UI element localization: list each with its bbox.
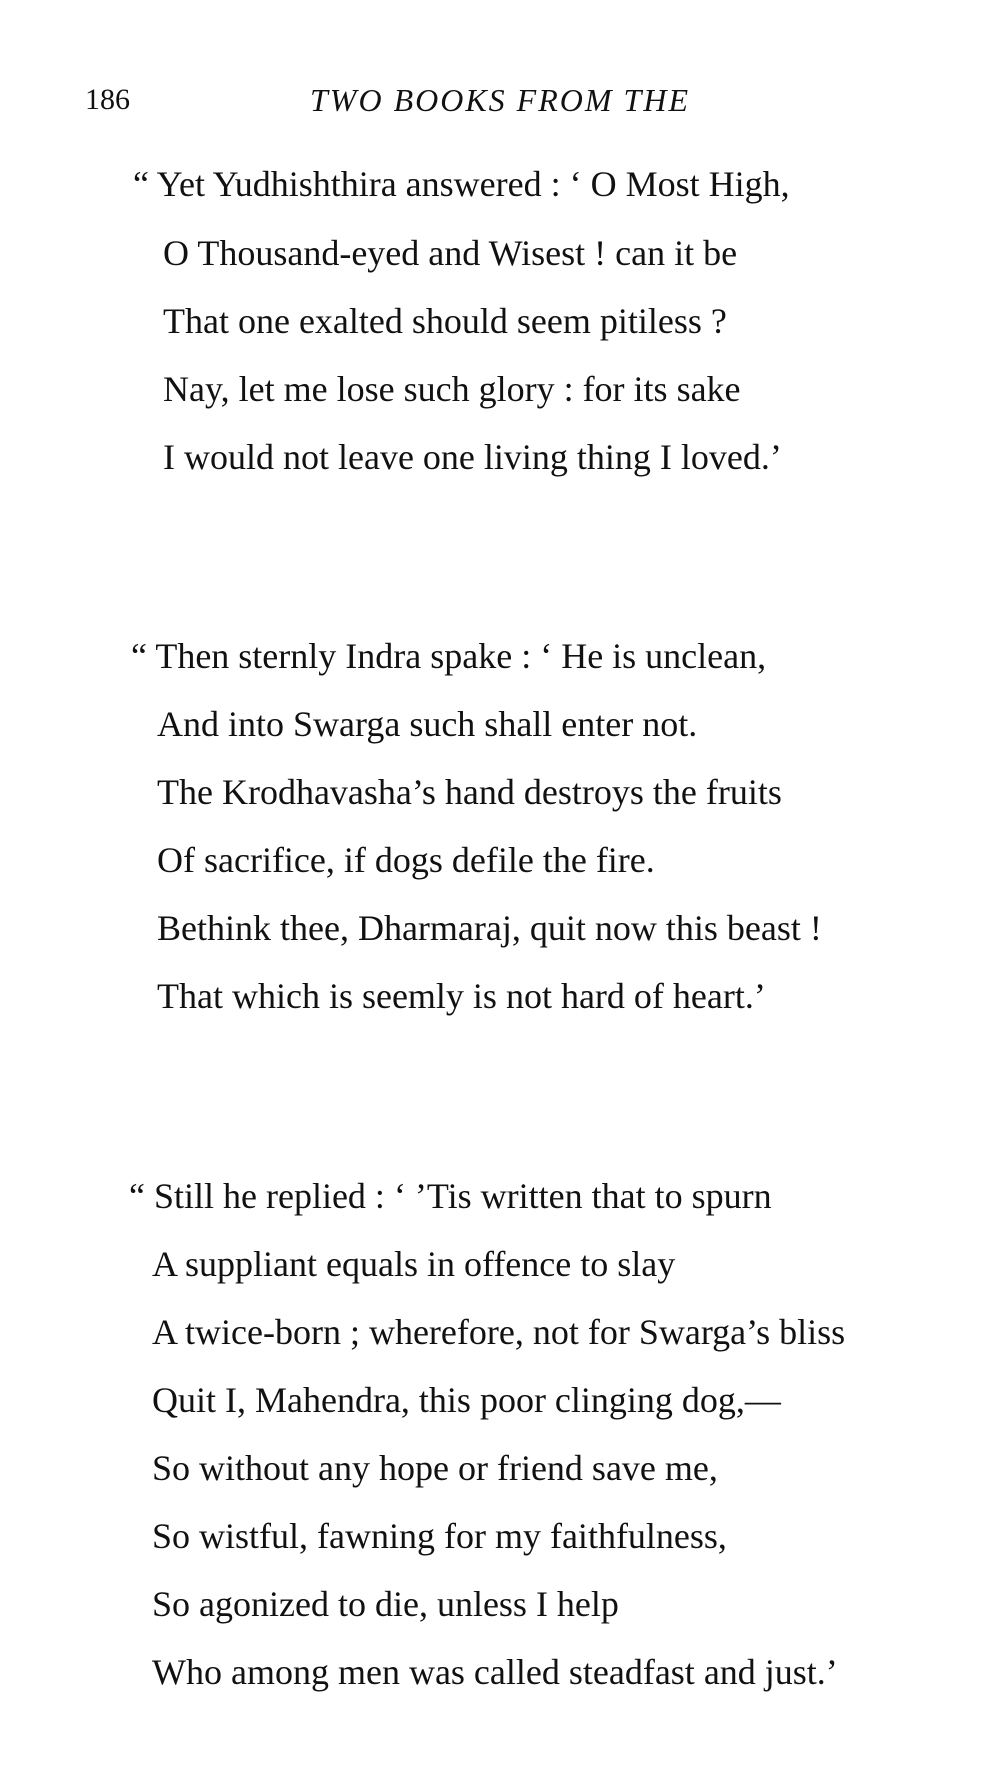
verse-line: So wistful, fawning for my faithfulness, [152, 1516, 727, 1556]
verse-line: “ Then sternly Indra spake : ‘ He is unclean, [131, 636, 767, 676]
verse-line: And into Swarga such shall enter not. [157, 704, 698, 744]
verse-line: So agonized to die, unless I help [152, 1584, 619, 1624]
verse-line: Who among men was called steadfast and just.’ [152, 1652, 838, 1692]
verse-line: Nay, let me lose such glory : for its sake [163, 369, 741, 409]
verse-line: Bethink thee, Dharmaraj, quit now this beast ! [157, 908, 822, 948]
verse-line: A suppliant equals in offence to slay [152, 1244, 676, 1284]
verse-line: O Thousand-eyed and Wisest ! can it be [163, 233, 738, 273]
page-number: 186 [85, 83, 130, 116]
verse-line: I would not leave one living thing I loved.’ [163, 437, 782, 477]
verse-line: That one exalted should seem pitiless ? [163, 301, 727, 341]
verse-line: A twice-born ; wherefore, not for Swarga’s bliss [152, 1312, 846, 1352]
running-title: TWO BOOKS FROM THE [310, 82, 690, 118]
verse-line: Quit I, Mahendra, this poor clinging dog,— [152, 1380, 781, 1420]
verse-line: “ Still he replied : ‘ ’Tis written that to spurn [129, 1176, 772, 1216]
verse-line: “ Yet Yudhishthira answered : ‘ O Most High, [133, 164, 790, 204]
verse-line: The Krodhavasha’s hand destroys the fruits [157, 772, 782, 812]
verse-line: So without any hope or friend save me, [152, 1448, 718, 1488]
verse-line: Of sacrifice, if dogs defile the fire. [157, 840, 655, 880]
verse-line: That which is seemly is not hard of heart.’ [157, 976, 766, 1016]
